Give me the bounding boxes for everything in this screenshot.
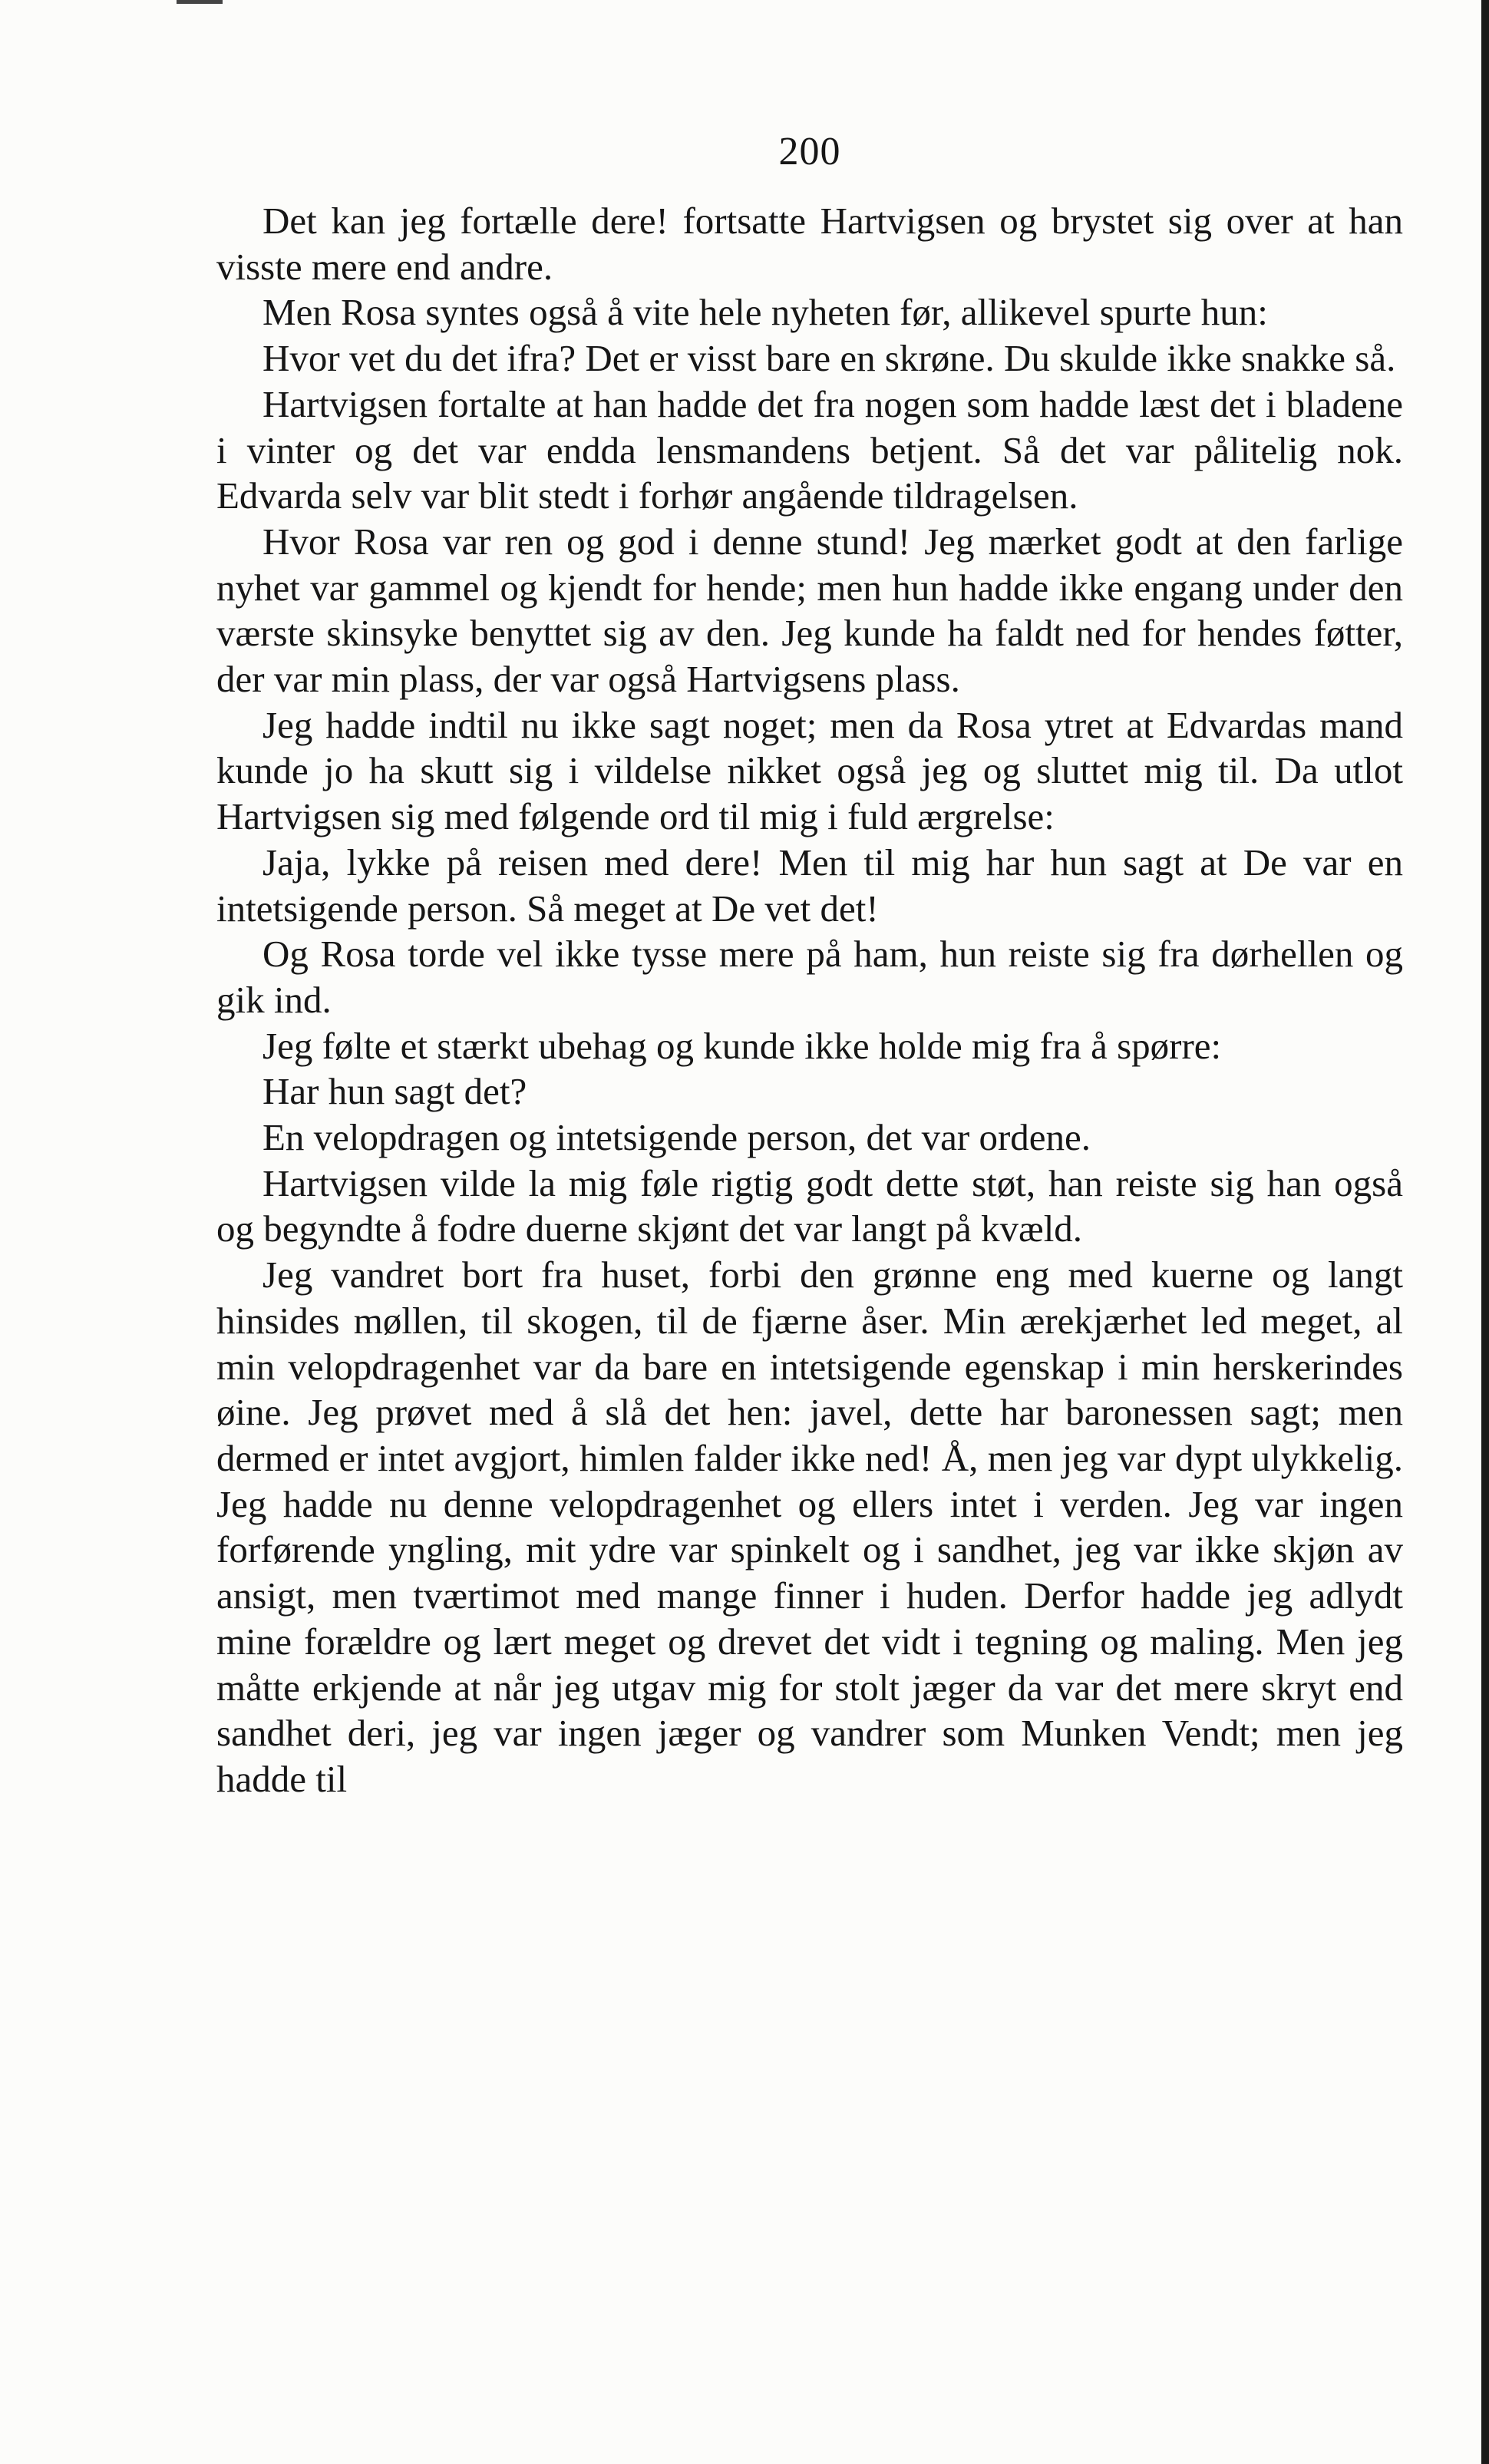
paragraph: Det kan jeg fortælle dere! fortsatte Hartvigsen og brystet sig over at han visste mere end andre.	[216, 200, 1403, 288]
paragraph: Hartvigsen fortalte at han hadde det fra nogen som hadde læst det i bladene i vinter og det var endda lensmandens betjent. Så det var pålitelig nok. Edvarda selv var blit stedt i forhør angående tildragelsen.	[216, 382, 1403, 517]
paragraph: Jaja, lykke på reisen med dere! Men til mig har hun sagt at De var en intetsigende person. Så meget at De vet det!	[216, 841, 1403, 930]
paragraph: Har hun sagt det?	[262, 1070, 527, 1113]
paragraph: Jeg følte et stærkt ubehag og kunde ikke holde mig fra å spørre:	[262, 1024, 1222, 1067]
paragraph: Hvor Rosa var ren og god i denne stund! Jeg mærket godt at den farlige nyhet var gammel og kjendt for hende; men hun hadde ikke engang under den værste skinsyke benyttet sig av den. Jeg kunde ha faldt ned for hendes føtter, der var min plass, der var også Hartvigsens plass.	[216, 520, 1403, 701]
paragraph: Hvor vet du det ifra? Det er visst bare en skrøne. Du skulde ikke snakke så.	[262, 337, 1396, 380]
paragraph: Jeg vandret bort fra huset, forbi den grønne eng med kuerne og langt hinsides møllen, til skogen, til de fjærne åser. Min ærekjærhet led meget, al min velopdragenhet var da bare en intetsigende egenskap i min herskerindes øine. Jeg prøvet med å slå det hen: javel, dette har baronessen sagt; men dermed er intet avgjort, himlen falder ikke ned! Å, men jeg var dypt ulykkelig. Jeg hadde nu denne velopdragenhet og ellers intet i verden. Jeg var ingen forførende yngling, mit ydre var spinkelt og i sandhet, jeg var ikke skjøn av ansigt, men tværtimot med mange finner i huden. Derfor hadde jeg adlydt mine forældre og lært meget og drevet det vidt i tegning og maling. Men jeg måtte erkjende at når jeg utgav mig for stolt jæger da var det mere skryt end sandhet deri, jeg var ingen jæger og vandrer som Munken Vendt; men jeg hadde til	[216, 1253, 1403, 1800]
paragraph: Men Rosa syntes også å vite hele nyheten før, allikevel spurte hun:	[262, 291, 1268, 334]
paragraph: Og Rosa torde vel ikke tysse mere på ham, hun reiste sig fra dørhellen og gik ind.	[216, 933, 1403, 1021]
page-number: 200	[778, 130, 841, 173]
paragraph: Hartvigsen vilde la mig føle rigtig godt dette støt, han reiste sig han også og begyndte å fodre duerne skjønt det var langt på kvæld.	[216, 1161, 1403, 1250]
paragraph: En velopdragen og intetsigende person, det var ordene.	[262, 1116, 1091, 1159]
body-text	[216, 198, 1403, 1802]
scan-edge-mark	[177, 0, 223, 4]
paragraph: Jeg hadde indtil nu ikke sagt noget; men da Rosa ytret at Edvardas mand kunde jo ha skutt sig i vildelse nikket også jeg og sluttet mig til. Da utlot Hartvigsen sig med følgende ord til mig i fuld ærgrelse:	[216, 703, 1403, 838]
scan-edge-border	[1481, 0, 1489, 2464]
